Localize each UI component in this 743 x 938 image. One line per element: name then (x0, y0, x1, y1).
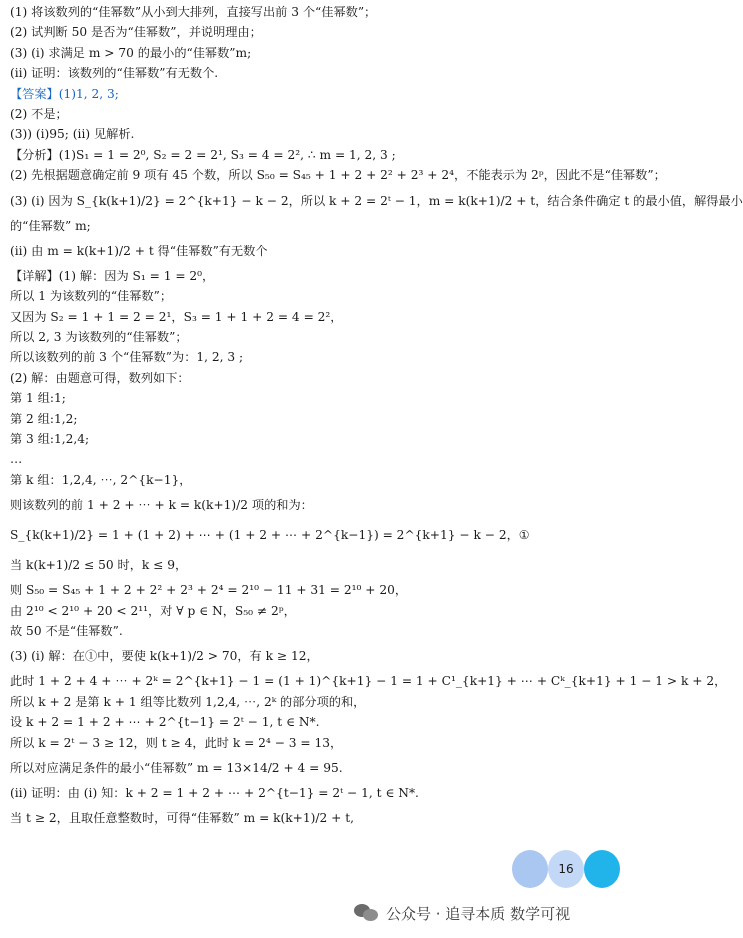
solution-line: 当 t ≥ 2，且取任意整数时，可得“佳幂数” m = k(k+1)/2 + t, (10, 811, 354, 826)
solution-heading: 【详解】(1) 解：因为 S₁ = 1 = 2⁰， (10, 268, 215, 283)
solution-line: 所以 k + 2 是第 k + 1 组等比数列 1,2,4, ⋯, 2ᵏ 的部分项的和， (10, 694, 366, 709)
analysis-line-5: (ii) 由 m = k(k+1)/2 + t 得“佳幂数”有无数个 (10, 243, 268, 258)
solution-line: 当 k(k+1)/2 ≤ 50 时，k ≤ 9， (10, 558, 188, 573)
solution-line: 由 2¹⁰ < 2¹⁰ + 20 < 2¹¹，对 ∀ p ∈ N，S₅₀ ≠ 2ᵖ， (10, 603, 296, 618)
question-part-2: (2) 试判断 50 是否为“佳幂数”，并说明理由； (10, 25, 262, 40)
solution-line: 所以对应满足条件的最小“佳幂数” m = 13×14/2 + 4 = 95. (10, 760, 343, 775)
solution-line: 故 50 不是“佳幂数”. (10, 623, 123, 638)
document-body (10, 2, 743, 833)
question-part-3ii: (ii) 证明：该数列的“佳幂数”有无数个. (10, 66, 219, 81)
solution-line: 则 S₅₀ = S₄₅ + 1 + 2 + 2² + 2³ + 2⁴ = 2¹⁰ − 11 + 31 = 2¹⁰ + 20， (10, 583, 408, 598)
solution-line: 所以该数列的前 3 个“佳幂数”为：1, 2, 3 ; (10, 350, 244, 365)
question-part-3i: (3) (i) 求满足 m > 70 的最小的“佳幂数”m; (10, 45, 252, 60)
ellipsis-line: … (10, 452, 23, 467)
solution-line: (2) 解：由题意可得，数列如下： (10, 370, 190, 385)
footer-text: 公众号 · 追寻本质 数学可视 (386, 904, 571, 923)
solution-line: 所以 2, 3 为该数列的“佳幂数”； (10, 330, 188, 345)
page-badge-right (584, 850, 620, 888)
group-line: 第 1 组:1; (10, 391, 66, 406)
solution-line: (ii) 证明：由 (i) 知：k + 2 = 1 + 2 + ⋯ + 2^{t−1} = 2ᵗ − 1, t ∈ N*. (10, 785, 419, 800)
solution-line: 所以 1 为该数列的“佳幂数”； (10, 289, 173, 304)
page-badge-left (512, 850, 548, 888)
solution-line: 则该数列的前 1 + 2 + ⋯ + k = k(k+1)/2 项的和为： (10, 498, 313, 513)
answer-line-3: (3)) (i)95; (ii) 见解析. (10, 127, 135, 142)
analysis-heading: 【分析】(1)S₁ = 1 = 2⁰, S₂ = 2 = 2¹, S₃ = 4 = 2², ∴ m = 1, 2, 3 ; (10, 147, 396, 162)
wechat-icon (354, 903, 380, 923)
answer-heading: 【答案】(1)1, 2, 3; (10, 86, 119, 101)
footer-watermark (354, 900, 570, 926)
solution-line: 又因为 S₂ = 1 + 1 = 2 = 2¹，S₃ = 1 + 1 + 2 = 4 = 2²， (10, 309, 343, 324)
question-part-1: (1) 将该数列的“佳幂数”从小到大排列，直接写出前 3 个“佳幂数”； (10, 5, 377, 19)
group-line: 第 k 组：1,2,4, ⋯, 2^{k−1}， (10, 472, 192, 487)
analysis-line-4: 的“佳幂数” m; (10, 218, 91, 233)
group-line: 第 2 组:1,2; (10, 411, 78, 426)
analysis-line-2: (2) 先根据题意确定前 9 项有 45 个数，所以 S₅₀ = S₄₅ + 1 + 2 + 2² + 2³ + 2⁴，不能表示为 2ᵖ，因此不是“佳幂数”； (10, 168, 666, 183)
solution-line: (3) (i) 解：在①中，要使 k(k+1)/2 > 70，有 k ≥ 12， (10, 649, 319, 664)
group-line: 第 3 组:1,2,4; (10, 432, 90, 447)
page-number: 16 (548, 850, 584, 888)
solution-line: 所以 k = 2ᵗ − 3 ≥ 12，则 t ≥ 4，此时 k = 2⁴ − 3 = 13， (10, 735, 343, 750)
solution-line: 设 k + 2 = 1 + 2 + ⋯ + 2^{t−1} = 2ᵗ − 1, t ∈ N*. (10, 715, 320, 730)
analysis-line-3: (3) (i) 因为 S_{k(k+1)/2} = 2^{k+1} − k − 2，所以 k + 2 = 2ᵗ − 1，m = k(k+1)/2 + t，结合条件确定 t 的最小值，解得最小 (10, 193, 743, 208)
solution-line: S_{k(k+1)/2} = 1 + (1 + 2) + ⋯ + (1 + 2 + ⋯ + 2^{k−1}) = 2^{k+1} − k − 2，① (10, 528, 530, 543)
solution-line: 此时 1 + 2 + 4 + ⋯ + 2ᵏ = 2^{k+1} − 1 = (1 + 1)^{k+1} − 1 = 1 + C¹_{k+1} + ⋯ + Cᵏ_{k+1} + 1 − 1 > k + 2， (10, 674, 727, 689)
answer-line-2: (2) 不是； (10, 106, 68, 121)
